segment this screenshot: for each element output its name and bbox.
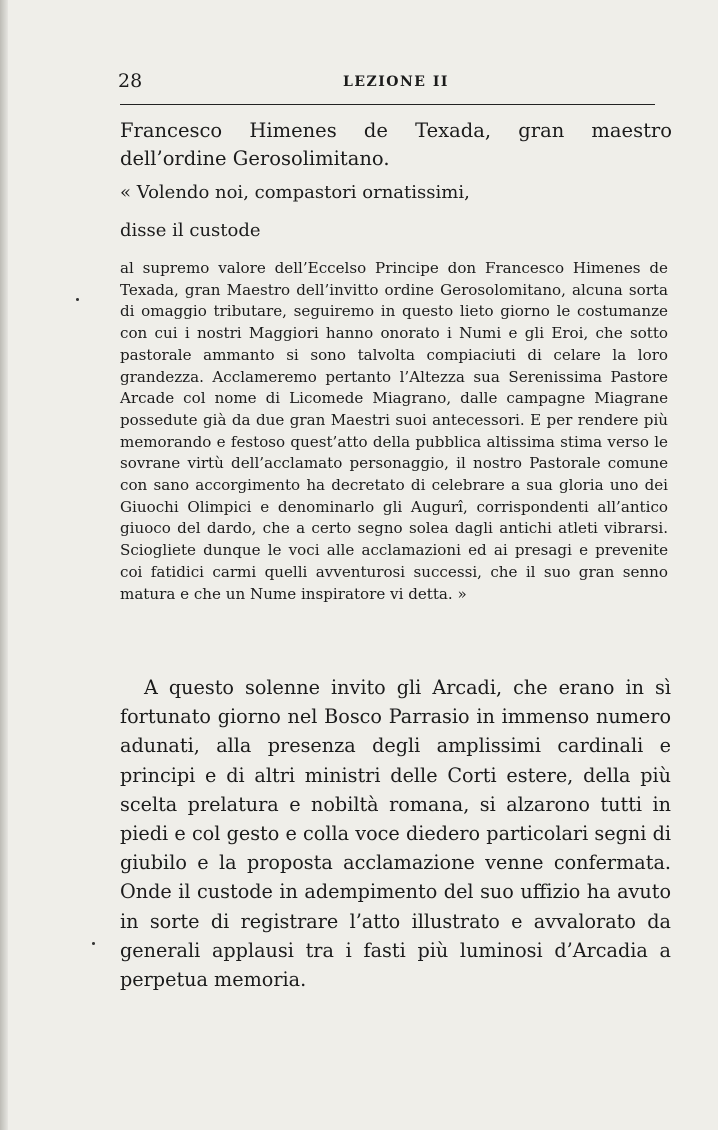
- page-header: [118, 70, 658, 96]
- closing-paragraph: A questo solenne invito gli Arcadi, che erano in sì fortunato giorno nel Bosco Parrasio in immenso numero adunati, alla presenza degli amplissimi cardinali e principi e di altri ministri delle Corti estere, della più scelta prelatura e nobiltà romana, si alzarono tutti in piedi e col gesto e colla voce diedero particolari segni di giubilo e la proposta acclamazione venne confermata. Onde il custode in adempimento del suo uffizio ha avuto in sorte di registrare l’atto illustrato e avvalorato da generali applausi tra i fasti più luminosi d’Arcadia a perpetua memoria.: [120, 676, 671, 992]
- header-rule: [120, 104, 655, 105]
- page-number: 28: [118, 70, 143, 92]
- print-speck: [92, 942, 95, 945]
- intro-paragraph: Francesco Himenes de Texada, gran maestro dell’ordine Gerosolimitano.: [120, 119, 672, 170]
- page-binding-edge: [0, 0, 8, 1130]
- print-speck: [76, 298, 79, 301]
- running-head: LEZIONE II: [343, 74, 449, 90]
- quote-attribution: disse il custode: [120, 220, 261, 241]
- quote-opening-line: « Volendo noi, compastori ornatissimi,: [120, 182, 470, 203]
- quote-body: al supremo valore dell’Eccelso Principe don Francesco Himenes de Texada, gran Maestro dell’invitto ordine Gerosolomitano, alcuna sorta di omaggio tributare, seguiremo in questo lieto giorno le costumanze con cui i nostri Maggiori hanno onorato i Numi e gli Eroi, che sotto pastorale ammanto si sono talvolta compiaciuti di celare la loro grandezza. Acclameremo pertanto l’Altezza sua Serenissima Pastore Arcade col nome di Licomede Miagrano, dalle campagne Miagrane possedute già da due gran Maestri suoi antecessori. E per rendere più memorando e festoso quest’atto della pubblica altissima stima verso le sovrane virtù dell’acclamato personaggio, il nostro Pastorale comune con sano accorgimento ha decretato di celebrare a sua gloria uno dei Giuochi Olimpici e denominarlo gli Augurî, corrispondenti all’antico giuoco del dardo, che a certo segno solea dagli antichi atleti vibrarsi. Sciogliete dunque le voci alle acclamazioni ed ai presagi e prevenite coi fatidici carmi quelli avventurosi successi, che il suo gran senno matura e che un Nume inspiratore vi detta. »: [120, 259, 668, 603]
